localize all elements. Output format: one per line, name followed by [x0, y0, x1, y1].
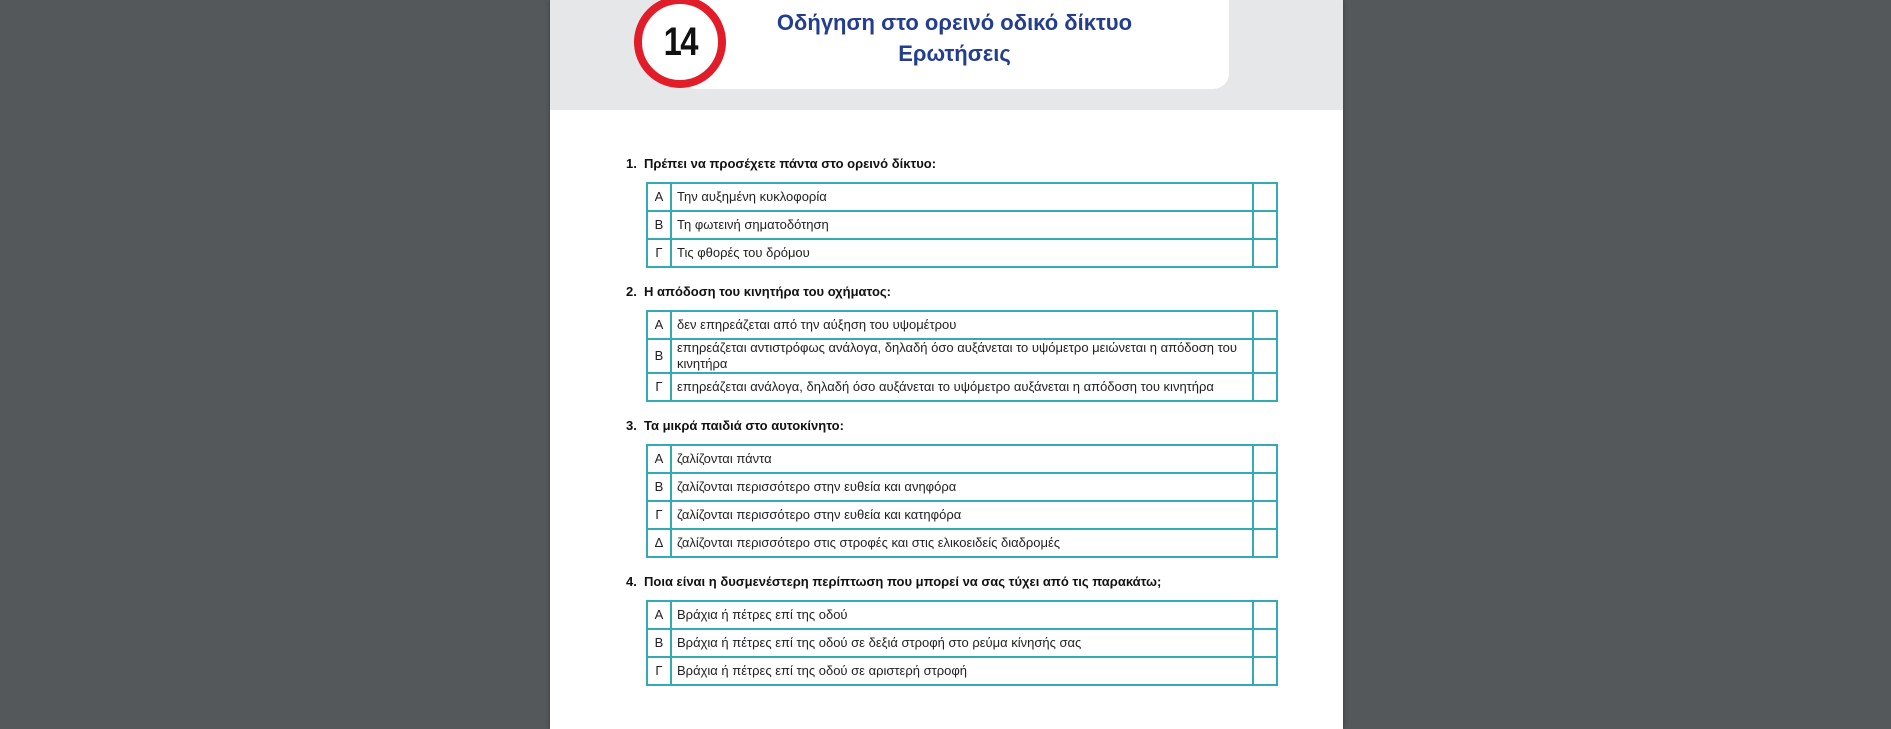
answer-row	[647, 501, 1277, 529]
question-block	[626, 416, 1266, 558]
question-block	[626, 154, 1266, 268]
answer-letter: Β	[647, 629, 671, 657]
answer-checkbox[interactable]	[1253, 473, 1277, 501]
answer-text: ζαλίζονται πάντα	[671, 445, 1253, 473]
answer-checkbox[interactable]	[1253, 529, 1277, 557]
answer-table	[646, 182, 1278, 268]
answer-table	[646, 600, 1278, 686]
answer-text: δεν επηρεάζεται από την αύξηση του υψομέτρου	[671, 311, 1253, 339]
answer-checkbox[interactable]	[1253, 373, 1277, 401]
answer-checkbox[interactable]	[1253, 445, 1277, 473]
answer-text: Βράχια ή πέτρες επί της οδού σε δεξιά στροφή στο ρεύμα κίνησής σας	[671, 629, 1253, 657]
question-text: Ποια είναι η δυσμενέστερη περίπτωση που μπορεί να σας τύχει από τις παρακάτω;	[644, 574, 1162, 589]
answer-checkbox[interactable]	[1253, 211, 1277, 239]
answer-letter: Γ	[647, 501, 671, 529]
answer-row	[647, 183, 1277, 211]
answer-checkbox[interactable]	[1253, 629, 1277, 657]
answer-row	[647, 657, 1277, 685]
question-block	[626, 282, 1266, 402]
document-page	[550, 0, 1343, 729]
answer-letter: Β	[647, 473, 671, 501]
answer-row	[647, 629, 1277, 657]
answer-checkbox[interactable]	[1253, 339, 1277, 373]
answer-text: ζαλίζονται περισσότερο στην ευθεία και ανηφόρα	[671, 473, 1253, 501]
answer-row	[647, 373, 1277, 401]
answer-letter: Β	[647, 211, 671, 239]
answer-checkbox[interactable]	[1253, 311, 1277, 339]
question-text: Πρέπει να προσέχετε πάντα στο ορεινό δίκτυο:	[644, 156, 937, 171]
question-block	[626, 572, 1266, 686]
question-number: 1.	[626, 156, 637, 171]
question-title	[626, 282, 1266, 302]
answer-text: επηρεάζεται αντιστρόφως ανάλογα, δηλαδή όσο αυξάνεται το υψόμετρο μειώνεται η απόδοση του κινητήρα	[671, 339, 1253, 373]
title-line-2: Ερωτήσεις	[898, 41, 1011, 66]
answer-text: Τις φθορές του δρόμου	[671, 239, 1253, 267]
chapter-number: 14	[663, 19, 697, 64]
answer-row	[647, 601, 1277, 629]
answer-letter: Δ	[647, 529, 671, 557]
answer-text: Βράχια ή πέτρες επί της οδού σε αριστερή στροφή	[671, 657, 1253, 685]
answer-letter: Γ	[647, 239, 671, 267]
answer-checkbox[interactable]	[1253, 183, 1277, 211]
question-text: Τα μικρά παιδιά στο αυτοκίνητο:	[644, 418, 844, 433]
answer-checkbox[interactable]	[1253, 501, 1277, 529]
answer-text: Την αυξημένη κυκλοφορία	[671, 183, 1253, 211]
answer-row	[647, 473, 1277, 501]
answer-row	[647, 211, 1277, 239]
question-text: Η απόδοση του κινητήρα του οχήματος:	[644, 284, 892, 299]
answer-letter: Α	[647, 601, 671, 629]
title-line-1: Οδήγηση στο ορεινό οδικό δίκτυο	[776, 10, 1133, 35]
page-title	[680, 7, 1229, 69]
question-number: 4.	[626, 574, 637, 589]
answer-row	[647, 311, 1277, 339]
answer-row	[647, 529, 1277, 557]
answer-checkbox[interactable]	[1253, 601, 1277, 629]
question-title	[626, 416, 1266, 436]
answer-letter: Α	[647, 311, 671, 339]
answer-text: Βράχια ή πέτρες επί της οδού	[671, 601, 1253, 629]
answer-checkbox[interactable]	[1253, 657, 1277, 685]
answer-letter: Α	[647, 183, 671, 211]
answer-table	[646, 444, 1278, 558]
question-number: 2.	[626, 284, 637, 299]
answer-letter: Γ	[647, 657, 671, 685]
answer-row	[647, 339, 1277, 373]
answer-checkbox[interactable]	[1253, 239, 1277, 267]
answer-text: Τη φωτεινή σηματοδότηση	[671, 211, 1253, 239]
answer-text: ζαλίζονται περισσότερο στις στροφές και στις ελικοειδείς διαδρομές	[671, 529, 1253, 557]
question-title	[626, 154, 1266, 174]
answer-text: ζαλίζονται περισσότερο στην ευθεία και κατηφόρα	[671, 501, 1253, 529]
answer-letter: Γ	[647, 373, 671, 401]
answer-row	[647, 239, 1277, 267]
question-number: 3.	[626, 418, 637, 433]
question-list	[626, 154, 1266, 700]
answer-table	[646, 310, 1278, 402]
answer-letter: Β	[647, 339, 671, 373]
answer-letter: Α	[647, 445, 671, 473]
answer-text: επηρεάζεται ανάλογα, δηλαδή όσο αυξάνεται το υψόμετρο αυξάνεται η απόδοση του κινητήρα	[671, 373, 1253, 401]
question-title	[626, 572, 1266, 592]
answer-row	[647, 445, 1277, 473]
